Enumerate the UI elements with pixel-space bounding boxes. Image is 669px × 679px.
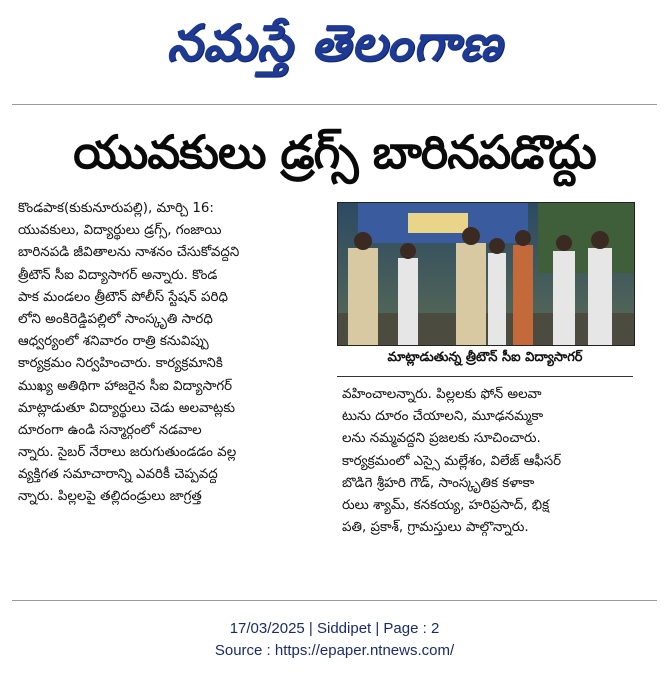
article-line: దూరంగా ఉండి సన్మార్గంలో నడవాల — [18, 422, 202, 438]
article-line: వ్యక్తిగత సమాచారాన్ని ఎవరికీ చెప్పవద్ద — [18, 467, 218, 483]
source-link[interactable]: Source : https://epaper.ntnews.com/ — [214, 642, 455, 659]
article-line: పాక మండలం త్రీటౌన్ పోలీస్ స్టేషన్ పరిధి — [18, 289, 228, 305]
publication-info: 17/03/2025 | Siddipet | Page : 2 — [229, 620, 440, 637]
photo-caption: మాట్లాడుతున్న త్రీటౌన్ సీఐ విద్యాసాగర్ — [387, 350, 583, 365]
article-line: బారినపడి జీవితాలను నాశనం చేసుకోవద్దని — [18, 245, 240, 261]
article-line: మాట్లాడుతూ విద్యార్థులు చెడు అలవాట్లకు — [18, 400, 235, 416]
article-line: త్రీటౌన్ సీఐ విద్యాసాగర్ అన్నారు. కొండ — [18, 267, 218, 283]
event-photo-illustration — [338, 203, 634, 345]
article-line: లోని అంకిరెడ్డిపల్లిలో సాంస్కృతి సారధి — [18, 311, 213, 327]
article-line: న్నారు. పిల్లలపై తల్లిదండ్రులు జాగ్రత్త — [18, 489, 202, 505]
article-line: బొడిగె శ్రీహరి గౌడ్, సాంస్కృతిక కళాకా — [342, 475, 535, 491]
newspaper-masthead: నమస్తే తెలంగాణ — [166, 14, 503, 72]
article-line: ముఖ్య అతిథిగా హాజరైన సీఐ విద్యాసాగర్ — [18, 378, 233, 394]
article-line: రులు శ్యామ్, కనకయ్య, హరిప్రసాద్, భిక్ష — [342, 497, 550, 513]
article-left-column — [18, 198, 330, 509]
article-line: పతి, ప్రకాశ్, గ్రామస్తులు పాల్గొన్నారు. — [342, 520, 529, 536]
masthead-divider — [12, 104, 657, 105]
article-line: కొండపాక(కుకునూరుపల్లి), మార్చి 16: — [18, 201, 214, 216]
article-line: లను నమ్మవద్దని ప్రజలకు సూచించారు. — [342, 431, 541, 447]
article-line: న్నారు. సైబర్ నేరాలు జరుగుతుండడం వల్ల — [18, 445, 237, 461]
article-line: వహించాలన్నారు. పిల్లలకు ఫోన్ అలవా — [342, 387, 542, 402]
article-line: టును దూరం చేయాలని, మూఢనమ్మకా — [342, 409, 544, 425]
article-headline: యువకులు డ్రగ్స్ బారినపడొద్దు — [73, 125, 596, 179]
caption-divider — [337, 376, 633, 377]
article-photo — [337, 202, 635, 346]
article-bottom-divider — [12, 600, 657, 601]
article-line: కార్యక్రమం నిర్వహించారు. కార్యక్రమానికి — [18, 356, 223, 372]
article-line: కార్యక్రమంలో ఎస్సై మల్లేశం, విలేజ్ ఆఫీసర్ — [342, 453, 562, 469]
article-right-column — [342, 384, 634, 539]
article-line: యువకులు, విద్యార్థులు డ్రగ్స్, గంజాయి — [18, 223, 222, 239]
article-line: ఆధ్వర్యంలో శనివారం రాత్రి కనువిప్పు — [18, 334, 209, 350]
